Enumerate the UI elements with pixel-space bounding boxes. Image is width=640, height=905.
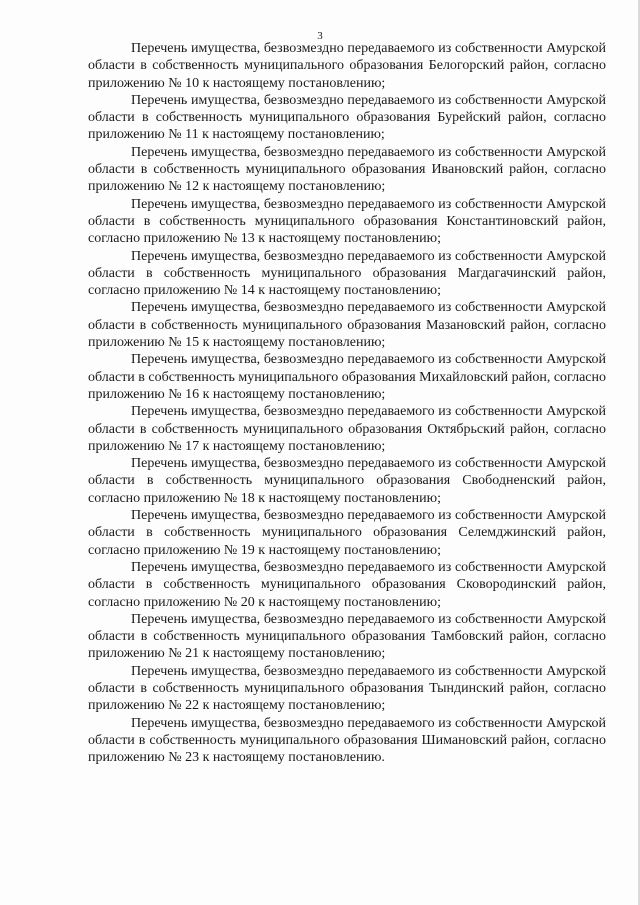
paragraph-appendix-19: Перечень имущества, безвозмездно передаваемого из собственности Амурской области в собственность муниципального образования Селемджинский район, согласно приложению № 19 к настоящему постановлению; [88,508,606,558]
paragraph-appendix-15: Перечень имущества, безвозмездно передаваемого из собственности Амурской области в собственность муниципального образования Мазановский район, согласно приложению № 15 к настоящему постановлению; [88,300,606,351]
paragraph-appendix-12: Перечень имущества, безвозмездно передаваемого из собственности Амурской области в собственность муниципального образования Ивановский район, согласно приложению № 12 к настоящему постановлению; [88,144,606,195]
paragraph-appendix-10: Перечень имущества, безвозмездно передаваемого из собственности Амурской области в собственность муниципального образования Белогорский район, согласно приложению № 10 к настоящему постановлению; [88,41,606,91]
paragraph-appendix-23: Перечень имущества, безвозмездно передаваемого из собственности Амурской области в собственность муниципального образования Шимановский район, согласно приложению № 23 к настоящему постановлению. [88,715,606,766]
paragraph-appendix-11: Перечень имущества, безвозмездно передаваемого из собственности Амурской области в собственность муниципального образования Бурейский район, согласно приложению № 11 к настоящему постановлению; [88,92,606,143]
paragraph-appendix-21: Перечень имущества, безвозмездно передаваемого из собственности Амурской области в собственность муниципального образования Тамбовский район, согласно приложению № 21 к настоящему постановлению; [88,611,606,662]
paragraph-appendix-18: Перечень имущества, безвозмездно передаваемого из собственности Амурской области в собственность муниципального образования Свободненский район, согласно приложению № 18 к настоящему постановлению; [88,456,606,506]
paragraph-appendix-17: Перечень имущества, безвозмездно передаваемого из собственности Амурской области в собственность муниципального образования Октябрьский район, согласно приложению № 17 к настоящему постановлению; [88,404,606,454]
paragraph-appendix-13: Перечень имущества, безвозмездно передаваемого из собственности Амурской области в собственность муниципального образования Константиновский район, согласно приложению № 13 к настоящему постановлению; [88,196,606,247]
paragraph-appendix-22: Перечень имущества, безвозмездно передаваемого из собственности Амурской области в собственность муниципального образования Тындинский район, согласно приложению № 22 к настоящему постановлению; [88,663,606,714]
paragraph-appendix-20: Перечень имущества, безвозмездно передаваемого из собственности Амурской области в собственность муниципального образования Сковородинский район, согласно приложению № 20 к настоящему постановлению; [88,559,606,610]
document-body [88,40,606,766]
page-number: 3 [317,30,323,42]
paragraph-appendix-16: Перечень имущества, безвозмездно передаваемого из собственности Амурской области в собственность муниципального образования Михайловский район, согласно приложению № 16 к настоящему постановлению; [88,352,606,402]
paragraph-appendix-14: Перечень имущества, безвозмездно передаваемого из собственности Амурской области в собственность муниципального образования Магдагачинский район, согласно приложению № 14 к настоящему постановлению; [88,248,606,299]
